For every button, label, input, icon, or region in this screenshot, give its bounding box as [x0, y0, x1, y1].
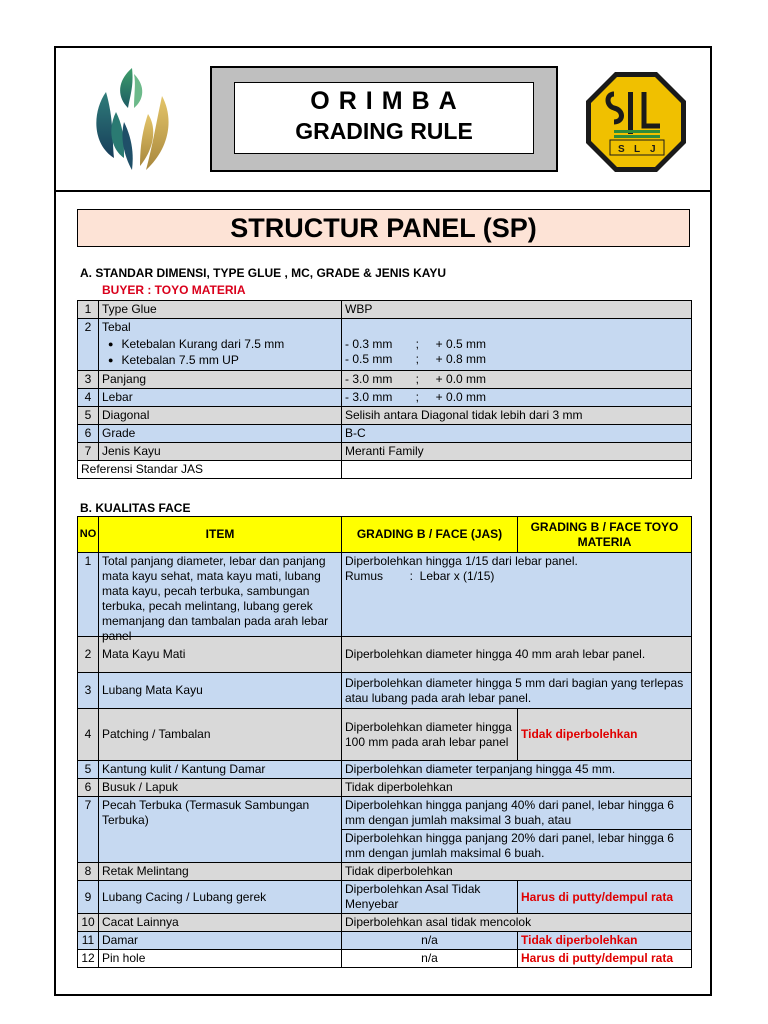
- table-row: [78, 950, 692, 968]
- row-number: 12: [78, 950, 99, 968]
- title-inner-box: [234, 82, 534, 154]
- col-no-header: NO: [78, 517, 99, 553]
- row-item: Cacat Lainnya: [99, 914, 342, 932]
- row-number: 8: [78, 863, 99, 881]
- buyer-label: BUYER : TOYO MATERIA: [102, 283, 246, 297]
- table-row: [78, 673, 692, 709]
- row-item: Lubang Mata Kayu: [99, 673, 342, 709]
- reference-cell: Referensi Standar JAS: [78, 461, 342, 479]
- row-item: Retak Melintang: [99, 863, 342, 881]
- row-item: Kantung kulit / Kantung Damar: [99, 761, 342, 779]
- table-row: [78, 932, 692, 950]
- row-jas: Diperbolehkan diameter hingga 100 mm pada arah lebar panel: [342, 709, 518, 761]
- logo-letter-j: J: [650, 144, 656, 155]
- slj-octagon-logo: [584, 70, 688, 174]
- orimba-leaf-logo: [90, 66, 174, 174]
- row-jas: Diperbolehkan diameter hingga 40 mm arah lebar panel.: [342, 637, 692, 673]
- row-toyo: Harus di putty/dempul rata: [518, 881, 692, 914]
- row-number: 4: [78, 389, 99, 407]
- row-item: Panjang: [99, 371, 342, 389]
- table-row: [78, 797, 692, 830]
- row-jas: Diperbolehkan diameter hingga 5 mm dari bagian yang terlepas atau lubang pada arah lebar panel.: [342, 673, 692, 709]
- table-row: [78, 371, 692, 389]
- row-item: Diagonal: [99, 407, 342, 425]
- row-jas: [342, 553, 692, 637]
- row-jas: Diperbolehkan Asal Tidak Menyebar: [342, 881, 518, 914]
- table-row: [78, 319, 692, 371]
- table-row: [78, 881, 692, 914]
- title-box: [210, 66, 558, 172]
- row-value: - 3.0 mm ; + 0.0 mm: [342, 371, 692, 389]
- row-item: Patching / Tambalan: [99, 709, 342, 761]
- brand-title: ORIMBA: [310, 87, 466, 115]
- table-row: [78, 914, 692, 932]
- row-item: Pecah Terbuka (Termasuk Sambungan Terbuka): [99, 797, 342, 863]
- row-item-text: Total panjang diameter, lebar dan panjang mata kayu sehat, mata kayu mati, lubang mata kayu, pecah terbuka, sambungan terbuka, pecah melintang, lubang gerek memanjang dan tambalan pada arah lebar panel: [102, 554, 329, 643]
- tebal-label: Tebal: [102, 320, 131, 334]
- logo-letter-s: S: [618, 144, 625, 155]
- row-number: 3: [78, 673, 99, 709]
- section-a-title: A. STANDAR DIMENSI, TYPE GLUE , MC, GRADE & JENIS KAYU: [80, 266, 447, 280]
- tebal-sub-2: ● Ketebalan 7.5 mm UP: [102, 353, 338, 369]
- table-row: [78, 301, 692, 319]
- row-number: 5: [78, 761, 99, 779]
- row-item: [99, 319, 342, 371]
- row-item: Pin hole: [99, 950, 342, 968]
- row-jas: Tidak diperbolehkan: [342, 779, 692, 797]
- section-b-title: B. KUALITAS FACE: [80, 501, 191, 515]
- row-jas: Tidak diperbolehkan: [342, 863, 692, 881]
- tebal-value-1: - 0.3 mm ; + 0.5 mm: [345, 337, 487, 351]
- row-jas-alt: Diperbolehkan hingga panjang 20% dari panel, lebar hingga 6 mm dengan jumlah maksimal 6 buah.: [342, 830, 692, 863]
- table-row: [78, 443, 692, 461]
- row-number: 5: [78, 407, 99, 425]
- row-jas: Diperbolehkan hingga panjang 40% dari panel, lebar hingga 6 mm dengan jumlah maksimal 3 buah, atau: [342, 797, 692, 830]
- row-number: 3: [78, 371, 99, 389]
- row-toyo: Harus di putty/dempul rata: [518, 950, 692, 968]
- row-value: B-C: [342, 425, 692, 443]
- row-item: Grade: [99, 425, 342, 443]
- row-jas: Diperbolehkan diameter terpanjang hingga 45 mm.: [342, 761, 692, 779]
- col-toyo-header: GRADING B / FACE TOYO MATERIA: [518, 517, 692, 553]
- row-toyo: Tidak diperbolehkan: [518, 932, 692, 950]
- row-number: 9: [78, 881, 99, 914]
- header-divider: [54, 190, 712, 192]
- row-number: 4: [78, 709, 99, 761]
- table-row: [78, 761, 692, 779]
- row-item: Damar: [99, 932, 342, 950]
- row-value: WBP: [342, 301, 692, 319]
- table-row: [78, 425, 692, 443]
- row-number: 2: [78, 319, 99, 371]
- structur-panel-banner: STRUCTUR PANEL (SP): [77, 209, 690, 247]
- reference-value: [342, 461, 692, 479]
- row-jas: n/a: [342, 932, 518, 950]
- col-jas-header: GRADING B / FACE (JAS): [342, 517, 518, 553]
- face-quality-table: [77, 516, 692, 968]
- tebal-sub-1: ● Ketebalan Kurang dari 7.5 mm: [102, 337, 338, 353]
- table-row: [78, 407, 692, 425]
- table-row: [78, 461, 692, 479]
- table-row: [78, 863, 692, 881]
- row-item: [99, 553, 342, 643]
- grading-rule-title: GRADING RULE: [295, 118, 473, 144]
- row-number: 11: [78, 932, 99, 950]
- row-value: Meranti Family: [342, 443, 692, 461]
- row-item: Type Glue: [99, 301, 342, 319]
- row-item: Busuk / Lapuk: [99, 779, 342, 797]
- row-number: 1: [78, 553, 99, 637]
- row-number: 10: [78, 914, 99, 932]
- row-number: 7: [78, 443, 99, 461]
- logo-letter-l: L: [634, 144, 641, 155]
- col-item-header: ITEM: [99, 517, 342, 553]
- row-value: Selisih antara Diagonal tidak lebih dari 3 mm: [342, 407, 692, 425]
- dimension-table: [77, 300, 692, 479]
- row-toyo: Tidak diperbolehkan: [518, 709, 692, 761]
- row-item: Lubang Cacing / Lubang gerek: [99, 881, 342, 914]
- row-number: 6: [78, 425, 99, 443]
- row-jas: Diperbolehkan asal tidak mencolok: [342, 914, 692, 932]
- row-jas-text: Diperbolehkan hingga 1/15 dari lebar panel.: [345, 554, 578, 568]
- table-row: [78, 389, 692, 407]
- row-number: 2: [78, 637, 99, 673]
- table-header-row: [78, 517, 692, 553]
- tebal-value-2: - 0.5 mm ; + 0.8 mm: [345, 352, 487, 366]
- row-jas-formula: Rumus : Lebar x (1/15): [345, 569, 495, 583]
- table-row: [78, 709, 692, 761]
- table-row: [78, 779, 692, 797]
- row-item: Jenis Kayu: [99, 443, 342, 461]
- row-number: 6: [78, 779, 99, 797]
- row-number: 1: [78, 301, 99, 319]
- row-item: Mata Kayu Mati: [99, 637, 342, 673]
- row-item: Lebar: [99, 389, 342, 407]
- table-row: [78, 637, 692, 673]
- row-value: - 3.0 mm ; + 0.0 mm: [342, 389, 692, 407]
- row-value: [342, 319, 692, 371]
- row-number: 7: [78, 797, 99, 863]
- table-row: [78, 553, 692, 637]
- row-jas: n/a: [342, 950, 518, 968]
